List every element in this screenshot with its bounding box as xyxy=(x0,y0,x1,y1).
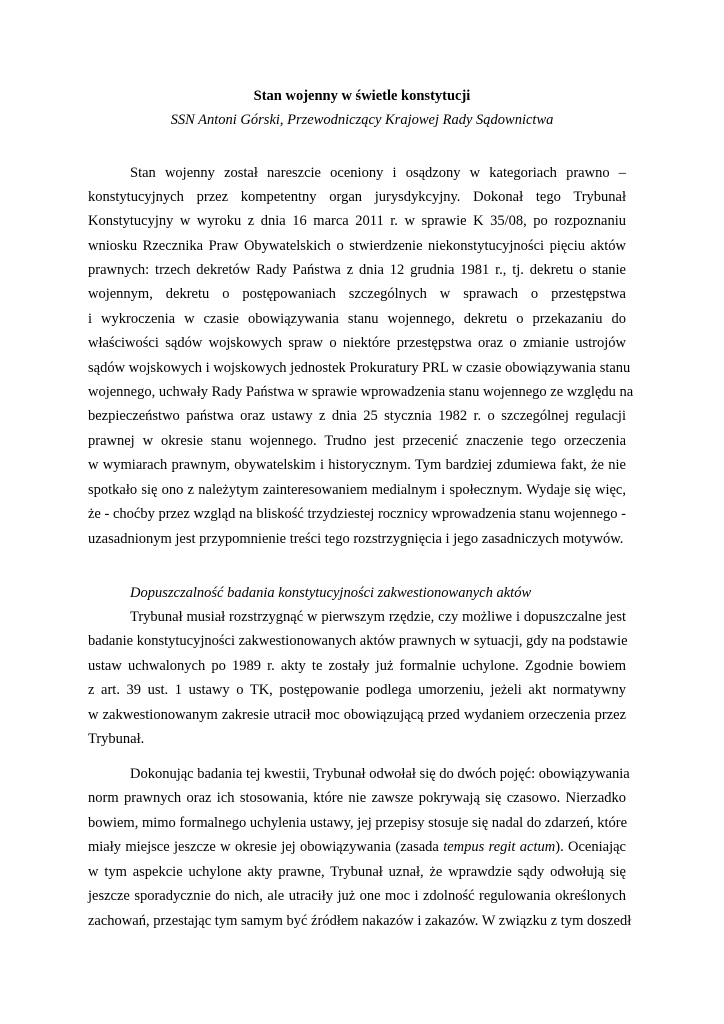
text-line: w tym aspekcie uchylone akty prawne, Trybunał uznał, że wprawdzie sądy odwołują się xyxy=(88,864,626,880)
document-title: Stan wojenny w świetle konstytucji xyxy=(253,88,471,104)
text-line: bowiem, mimo formalnego uchylenia ustawy, jej przepisy stosuje się nadal do zdarzeń, które xyxy=(88,815,628,831)
text-line: norm prawnych oraz ich stosowania, które nie zawsze pokrywają się czasowo. Nierzadko xyxy=(88,790,626,806)
text-line: w wymiarach prawnym, obywatelskim i historycznym. Tym bardziej zdumiewa fakt, że nie xyxy=(88,457,626,473)
text-line: Trybunał musiał rozstrzygnąć w pierwszym rzędzie, czy możliwe i dopuszczalne jest xyxy=(130,609,626,625)
text-line: w zakwestionowanym zakresie utracił moc obowiązującą przed wydaniem orzeczenia przez xyxy=(88,707,626,723)
text-line: prawnych: trzech dekretów Rady Państwa z dnia 12 grudnia 1981 r., tj. dekretu o stanie xyxy=(88,262,626,278)
text-line: Dokonując badania tej kwestii, Trybunał odwołał się do dwóch pojęć: obowiązywania xyxy=(130,766,630,782)
text-line: ustaw uchwalonych po 1989 r. akty te zostały już formalnie uchylone. Zgodnie bowiem xyxy=(88,658,626,674)
text-line: sądów wojskowych i wojskowych jednostek Prokuratury PRL w czasie obowiązywania stanu xyxy=(88,360,631,376)
text-line: Trybunał. xyxy=(88,731,145,747)
text-line: badanie konstytucyjności zakwestionowanych aktów prawnych w sytuacji, gdy na podstawie xyxy=(88,633,628,649)
text-line xyxy=(88,838,626,856)
text-line: prawnej w okresie stanu wojennego. Trudno jest przecenić znaczenie tego orzeczenia xyxy=(88,433,626,449)
text-segment: miały miejsce jeszcze w okresie jej obowiązywania (zasada xyxy=(88,839,444,855)
text-line: jeszcze sporadycznie do nich, ale utraciły już one moc i zdolność regulowania określonych xyxy=(88,888,626,904)
text-line: wniosku Rzecznika Praw Obywatelskich o stwierdzenie niekonstytucyjności pięciu aktów xyxy=(88,238,626,254)
text-line: Stan wojenny został nareszcie oceniony i osądzony w kategoriach prawno – xyxy=(130,165,626,181)
text-line: że - choćby przez wzgląd na bliskość trzydziestej rocznicy wprowadzenia stanu wojennego - xyxy=(88,506,626,522)
text-line: właściwości sądów wojskowych spraw o niektóre przestępstwa oraz o zmianie ustrojów xyxy=(88,335,626,351)
text-line: bezpieczeństwo państwa oraz ustawy z dnia 25 stycznia 1982 r. o szczególnej regulacji xyxy=(88,408,626,424)
text-line: konstytucyjnych przez kompetentny organ jurysdykcyjny. Dokonał tego Trybunał xyxy=(88,189,626,205)
text-segment: ). Oceniając xyxy=(555,839,626,855)
author-line: SSN Antoni Górski, Przewodniczący Krajowej Rady Sądownictwa xyxy=(170,112,554,128)
text-line: i wykroczenia w czasie obowiązywania stanu wojennego, dekretu o przekazaniu do xyxy=(88,311,626,327)
text-line: wojennego, uchwały Rady Państwa w sprawie wprowadzenia stanu wojennego ze względu na xyxy=(88,384,634,400)
text-line: z art. 39 ust. 1 ustawy o TK, postępowanie podlega umorzeniu, jeżeli akt normatywny xyxy=(88,682,626,698)
text-line: uzasadnionym jest przypomnienie treści tego rozstrzygnięcia i jego zasadniczych motywów. xyxy=(88,531,624,547)
text-line: wojennym, dekretu o postępowaniach szczególnych w sprawach o przestępstwa xyxy=(88,286,626,302)
text-line: spotkało się ono z należytym zainteresowaniem medialnym i społecznym. Wydaje się więc, xyxy=(88,482,626,498)
latin-phrase: tempus regit actum xyxy=(443,839,556,855)
text-line: zachowań, przestając tym samym być źródłem nakazów i zakazów. W związku z tym doszedł xyxy=(88,913,632,929)
section-heading: Dopuszczalność badania konstytucyjności zakwestionowanych aktów xyxy=(130,585,532,601)
text-line: Konstytucyjny w wyroku z dnia 16 marca 2011 r. w sprawie K 35/08, po rozpoznaniu xyxy=(88,213,626,229)
